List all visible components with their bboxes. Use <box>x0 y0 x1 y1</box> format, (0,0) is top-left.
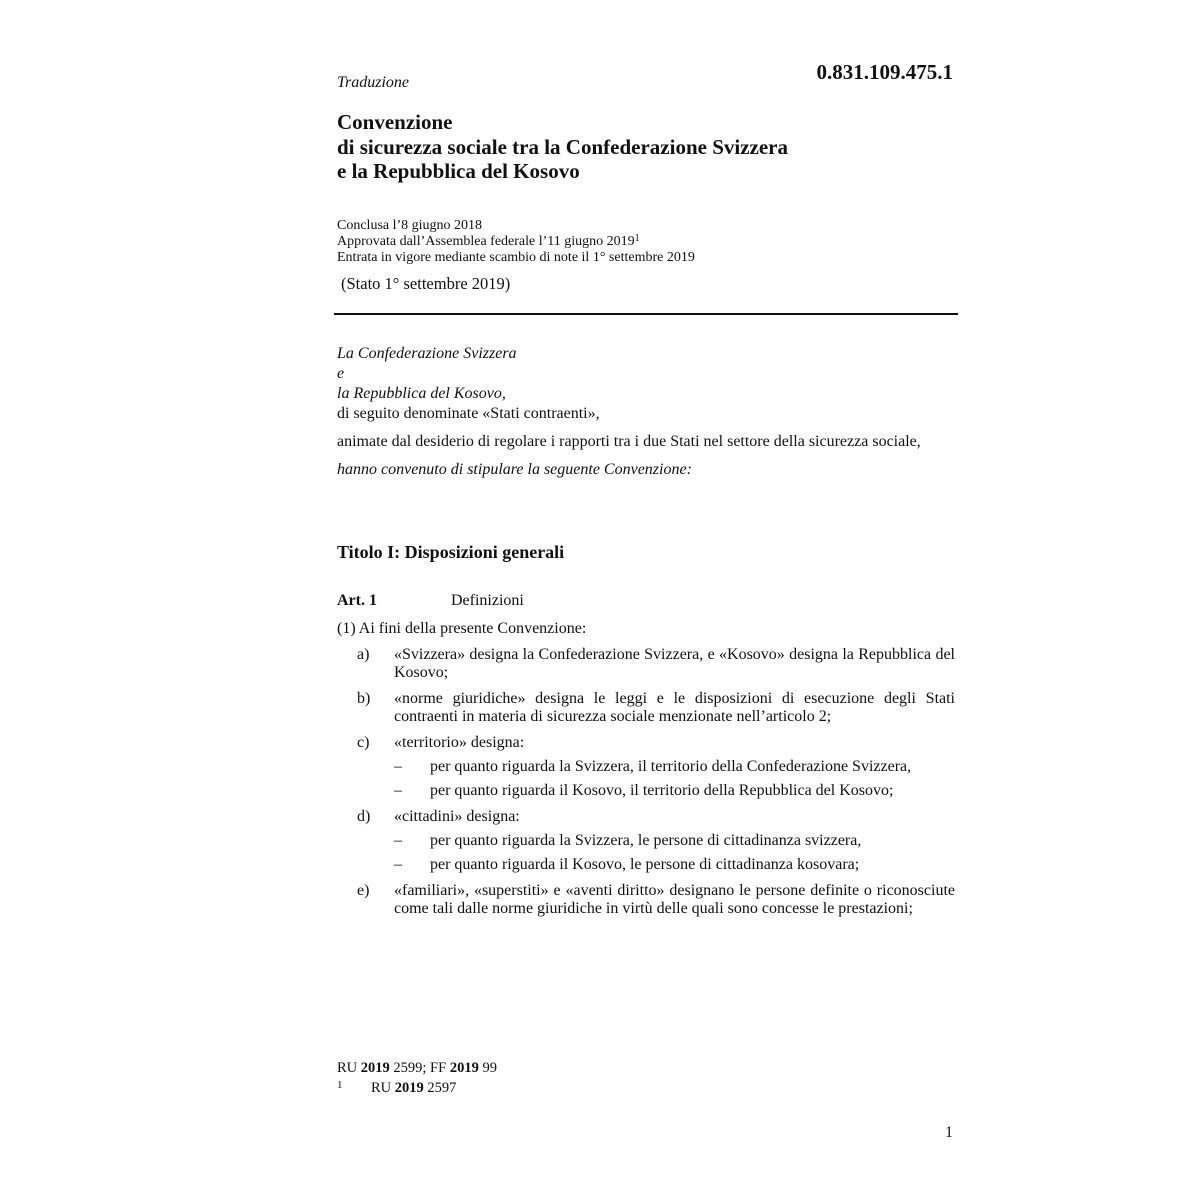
date-entered-force: Entrata in vigore mediante scambio di note il 1° settembre 2019 <box>337 250 695 265</box>
sub-item <box>394 832 955 850</box>
page-number: 1 <box>945 1124 953 1141</box>
definition-item-d <box>337 808 955 874</box>
footnote-page: 2597 <box>423 1080 457 1096</box>
sub-item-text: per quanto riguarda la Svizzera, le persone di cittadinanza svizzera, <box>430 832 862 849</box>
sub-item-text: per quanto riguarda il Kosovo, le persone di cittadinanza kosovara; <box>430 856 860 873</box>
document-page <box>337 0 957 1200</box>
item-text: «territorio» designa: <box>394 734 525 751</box>
preamble <box>337 344 955 480</box>
article-title: Definizioni <box>451 592 524 609</box>
footnote-ru-label: RU <box>371 1080 395 1096</box>
date-approved: Approvata dall’Assemblea federale l’11 giugno 2019 <box>337 234 635 249</box>
dates-block <box>337 218 695 266</box>
title-line-3: e la Repubblica del Kosovo <box>337 159 580 183</box>
item-text: «familiari», «superstiti» e «aventi diritto» designano le persone definite o riconosciute come tali dalle norme giuridiche in virtù delle quali sono concesse le prestazioni; <box>394 882 955 917</box>
article-body <box>337 620 955 918</box>
definition-item-a <box>337 646 955 682</box>
footnote-ref-1[interactable]: 1 <box>634 233 640 244</box>
dash-bullet: – <box>394 856 402 873</box>
section-title: Titolo I: Disposizioni generali <box>337 542 565 562</box>
definition-item-c <box>337 734 955 800</box>
item-letter: a) <box>357 646 370 663</box>
footnote-1: 1 RU 2019 2597 <box>337 1079 457 1096</box>
preamble-motivation: animate dal desiderio di regolare i rapporti tra i due Stati nel settore della sicurezza sociale, <box>337 433 921 450</box>
ru-page: 2599; FF <box>389 1060 450 1076</box>
date-approved-line <box>337 234 695 250</box>
dash-bullet: – <box>394 782 402 799</box>
title-line-2: di sicurezza sociale tra la Confederazione Svizzera <box>337 134 788 159</box>
status-date: (Stato 1° settembre 2019) <box>341 274 511 293</box>
item-letter: d) <box>357 808 371 825</box>
ff-year: 2019 <box>449 1060 479 1076</box>
article-number: Art. 1 <box>337 592 377 609</box>
preamble-conjunction: e <box>337 365 345 382</box>
dash-bullet: – <box>394 758 402 775</box>
definition-item-e <box>337 882 955 918</box>
ru-label: RU <box>337 1060 361 1076</box>
item-text: «Svizzera» designa la Confederazione Svizzera, e «Kosovo» designa la Repubblica del Kosovo; <box>394 646 955 681</box>
dash-bullet: – <box>394 832 402 849</box>
preamble-party-2: la Repubblica del Kosovo, <box>337 385 506 402</box>
header-divider <box>334 313 958 315</box>
item-text: «norme giuridiche» designa le leggi e le disposizioni di esecuzione degli Stati contraenti in materia di sicurezza sociale menzionate nell’articolo 2; <box>394 690 955 725</box>
source-reference <box>337 1058 497 1078</box>
date-concluded: Conclusa l’8 giugno 2018 <box>337 218 483 233</box>
sr-number: 0.831.109.475.1 <box>816 60 953 84</box>
footnote-year: 2019 <box>394 1080 424 1096</box>
sub-item <box>394 856 955 874</box>
sub-item-text: per quanto riguarda il Kosovo, il territorio della Repubblica del Kosovo; <box>430 782 894 799</box>
translation-label: Traduzione <box>337 74 410 91</box>
ru-year: 2019 <box>360 1060 390 1076</box>
sub-item <box>394 782 955 800</box>
item-text: «cittadini» designa: <box>394 808 520 825</box>
ff-page: 99 <box>478 1060 497 1076</box>
preamble-agreed: hanno convenuto di stipulare la seguente Convenzione: <box>337 461 692 478</box>
article-heading <box>337 592 524 610</box>
item-letter: b) <box>357 690 371 707</box>
preamble-denominated: di seguito denominate «Stati contraenti», <box>337 405 600 422</box>
item-letter: c) <box>357 734 370 751</box>
paragraph-1-intro: (1) Ai fini della presente Convenzione: <box>337 620 587 637</box>
document-title <box>337 110 788 184</box>
footnotes <box>337 1058 497 1098</box>
preamble-party-1: La Confederazione Svizzera <box>337 345 517 362</box>
sub-item <box>394 758 955 776</box>
sub-item-text: per quanto riguarda la Svizzera, il territorio della Confederazione Svizzera, <box>430 758 912 775</box>
title-line-1: Convenzione <box>337 110 453 134</box>
definition-item-b <box>337 690 955 726</box>
item-letter: e) <box>357 882 370 899</box>
